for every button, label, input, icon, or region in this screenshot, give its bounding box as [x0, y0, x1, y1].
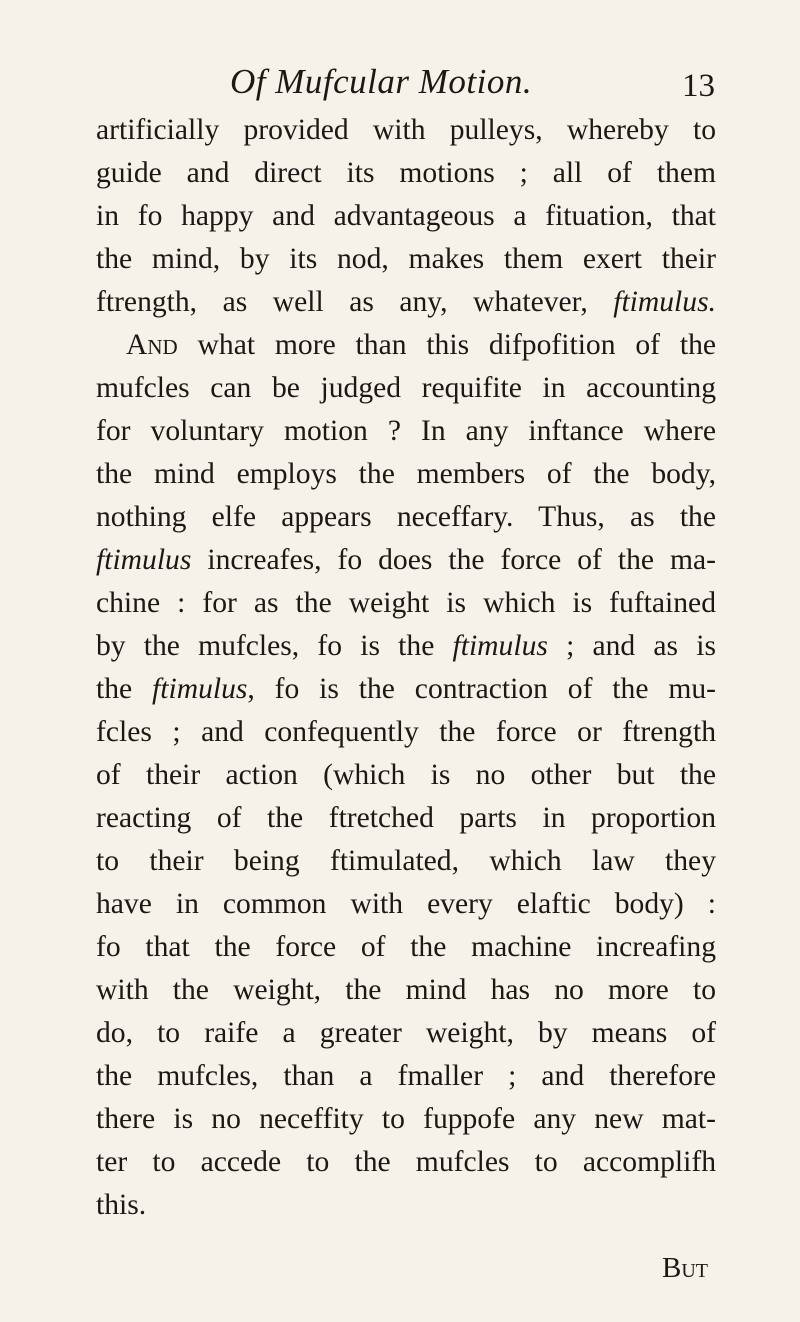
text-line: the mind employs the members of the body,	[96, 458, 716, 490]
catchword: But	[662, 1252, 709, 1284]
text-line: artificially provided with pulleys, whereby to	[96, 114, 716, 146]
text-line: And what more than this difpofition of the	[126, 329, 716, 361]
text-line: in fo happy and advantageous a fituation, that	[96, 200, 716, 232]
text-line: nothing elfe appears neceffary. Thus, as the	[96, 501, 716, 533]
text-line: fcles ; and confequently the force or ftrength	[96, 716, 716, 748]
text-line: do, to raife a greater weight, by means of	[96, 1017, 716, 1049]
text-line: guide and direct its motions ; all of them	[96, 157, 716, 189]
text-line: mufcles can be judged requifite in accounting	[96, 372, 716, 404]
running-title: Of Mufcular Motion.	[230, 62, 533, 101]
text-line: by the mufcles, fo is the ftimulus ; and as is	[96, 630, 716, 662]
text-line: ftimulus increafes, fo does the force of the ma-	[96, 544, 716, 576]
text-line: chine : for as the weight is which is fuftained	[96, 587, 716, 619]
text-line: ftrength, as well as any, whatever, ftimulus.	[96, 286, 716, 318]
text-line: ter to accede to the mufcles to accomplifh	[96, 1146, 716, 1178]
text-line: the ftimulus, fo is the contraction of the mu-	[96, 673, 716, 705]
text-line: this.	[96, 1189, 147, 1221]
text-line: of their action (which is no other but the	[96, 759, 716, 791]
text-line: there is no neceffity to fuppofe any new mat-	[96, 1103, 716, 1135]
text-line: the mind, by its nod, makes them exert their	[96, 243, 716, 275]
text-line: for voluntary motion ? In any inftance where	[96, 415, 716, 447]
page-number: 13	[682, 68, 715, 104]
text-line: fo that the force of the machine increafing	[96, 931, 716, 963]
text-line: with the weight, the mind has no more to	[96, 974, 716, 1006]
text-line: have in common with every elaftic body) :	[96, 888, 716, 920]
text-line: to their being ftimulated, which law they	[96, 845, 716, 877]
page-header	[0, 62, 800, 112]
text-line: the mufcles, than a fmaller ; and therefore	[96, 1060, 716, 1092]
text-line: reacting of the ftretched parts in proportion	[96, 802, 716, 834]
